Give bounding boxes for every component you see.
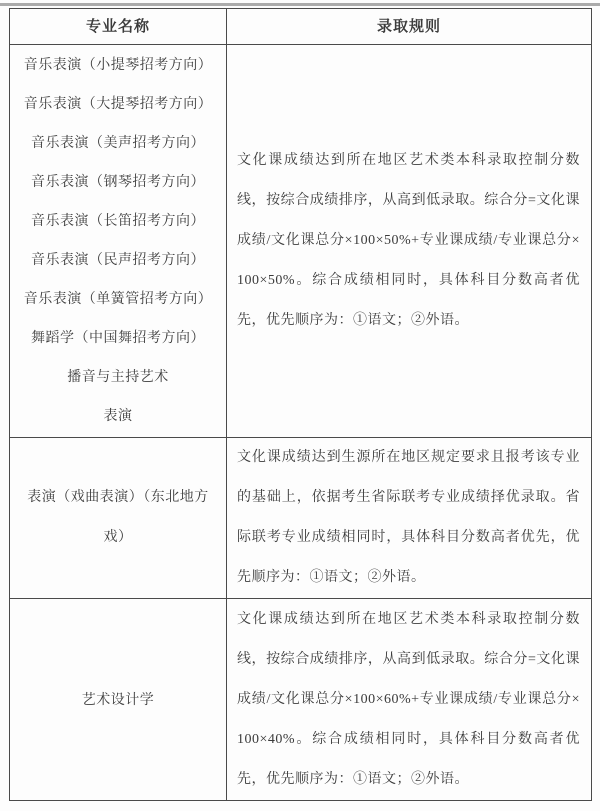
major-name: 播音与主持艺术 [67,370,169,385]
major-name: 音乐表演（民声招考方向） [31,253,205,268]
rule-cell [226,45,591,437]
majors-cell [10,599,226,801]
major-name: 表演（戏曲表演）（东北地方戏） [27,490,209,545]
major-name: 舞蹈学（中国舞招考方向） [31,331,205,346]
rule-cell [226,438,591,598]
major-name: 音乐表演（小提琴招考方向） [23,58,213,73]
major-name: 艺术设计学 [81,692,155,708]
header-major-name: 专业名称 [85,18,150,35]
table-header-row [10,9,591,45]
major-name: 音乐表演（美声招考方向） [31,136,205,151]
table-row-opera-major [10,438,591,599]
major-name: 表演 [103,409,133,424]
header-admission-rule: 录取规则 [226,9,591,44]
major-name: 音乐表演（单簧管招考方向） [23,292,213,307]
admission-rules-table [9,8,592,801]
majors-cell [10,45,226,437]
table-row-art-design-major [10,599,591,801]
majors-cell [10,438,226,598]
admission-rule-text: 文化课成绩达到所在地区艺术类本科录取控制分数线，按综合成绩排序，从高到低录取。综合分=文化课成绩/文化课总分×100×50%+专业课成绩/专业课总分×100×50%。综合成绩相同时，具体科目分数高者优先，优先顺序为：①语文；②外语。 [237,153,580,328]
admission-rule-text: 文化课成绩达到所在地区艺术类本科录取控制分数线，按综合成绩排序，从高到低录取。综合分=文化课成绩/文化课总分×100×60%+专业课成绩/专业课总分×100×40%。综合成绩相同时，具体科目分数高者优先，优先顺序为：①语文；②外语。 [237,612,580,787]
major-name: 音乐表演（长笛招考方向） [31,214,205,229]
table-row-music-majors [10,45,591,438]
admission-rule-text: 文化课成绩达到生源所在地区规定要求且报考该专业的基础上，依据考生省际联考专业成绩择优录取。省际联考专业成绩相同时，具体科目分数高者优先，优先顺序为：①语文；②外语。 [237,450,580,585]
top-divider-line [0,3,600,6]
major-name: 音乐表演（钢琴招考方向） [31,175,205,190]
major-name: 音乐表演（大提琴招考方向） [23,97,213,112]
rule-cell [226,599,591,801]
